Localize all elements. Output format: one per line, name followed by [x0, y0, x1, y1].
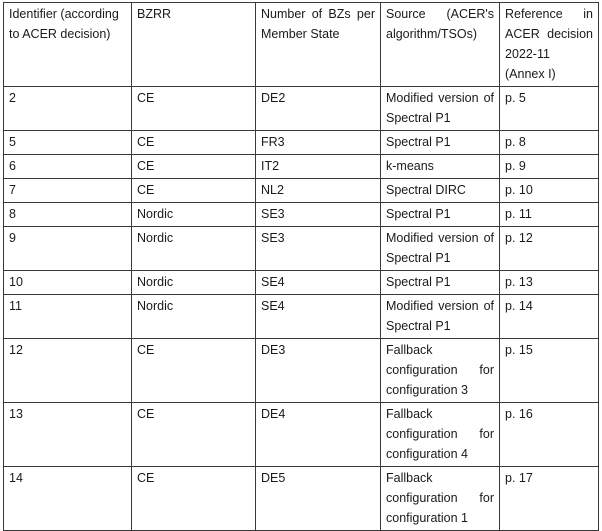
cell-reference: p. 15 — [500, 339, 599, 403]
table-row — [4, 271, 599, 295]
cell-bz-count: DE3 — [256, 339, 381, 403]
cell-bz-count: SE3 — [256, 203, 381, 227]
cell-reference: p. 17 — [500, 467, 599, 531]
cell-source: Modified version of Spectral P1 — [381, 227, 500, 271]
cell-identifier: 7 — [4, 179, 132, 203]
cell-reference: p. 5 — [500, 87, 599, 131]
cell-bzrr: CE — [132, 131, 256, 155]
cell-bzrr: Nordic — [132, 203, 256, 227]
cell-reference: p. 10 — [500, 179, 599, 203]
cell-identifier: 12 — [4, 339, 132, 403]
cell-bz-count: DE2 — [256, 87, 381, 131]
cell-source: Fallback configuration for configuration 4 — [381, 403, 500, 467]
cell-bz-count: SE4 — [256, 295, 381, 339]
cell-reference: p. 11 — [500, 203, 599, 227]
cell-source: k-means — [381, 155, 500, 179]
cell-source: Spectral P1 — [381, 271, 500, 295]
cell-source: Modified version of Spectral P1 — [381, 295, 500, 339]
cell-source: Spectral P1 — [381, 131, 500, 155]
cell-identifier: 11 — [4, 295, 132, 339]
cell-source: Spectral P1 — [381, 203, 500, 227]
header-source: Source (ACER's algorithm/TSOs) — [381, 3, 500, 87]
cell-bzrr: CE — [132, 339, 256, 403]
cell-reference: p. 14 — [500, 295, 599, 339]
cell-reference: p. 8 — [500, 131, 599, 155]
table-row — [4, 179, 599, 203]
header-number-of-bzs: Number of BZs per Member State — [256, 3, 381, 87]
cell-source: Modified version of Spectral P1 — [381, 87, 500, 131]
cell-source: Spectral DIRC — [381, 179, 500, 203]
table-row — [4, 203, 599, 227]
cell-reference: p. 12 — [500, 227, 599, 271]
cell-bz-count: SE4 — [256, 271, 381, 295]
cell-bzrr: CE — [132, 467, 256, 531]
cell-identifier: 9 — [4, 227, 132, 271]
cell-source: Fallback configuration for configuration 1 — [381, 467, 500, 531]
header-bzrr: BZRR — [132, 3, 256, 87]
cell-bzrr: CE — [132, 403, 256, 467]
header-row — [4, 3, 599, 87]
cell-bzrr: CE — [132, 87, 256, 131]
cell-identifier: 10 — [4, 271, 132, 295]
cell-bzrr: CE — [132, 179, 256, 203]
cell-bz-count: IT2 — [256, 155, 381, 179]
cell-identifier: 6 — [4, 155, 132, 179]
bz-configurations-table — [3, 2, 599, 531]
cell-reference: p. 13 — [500, 271, 599, 295]
header-reference: Reference in ACER decision 2022-11 (Annex I) — [500, 3, 599, 87]
table-row — [4, 403, 599, 467]
table-row — [4, 295, 599, 339]
cell-identifier: 8 — [4, 203, 132, 227]
table-row — [4, 467, 599, 531]
table-row — [4, 131, 599, 155]
cell-bzrr: Nordic — [132, 227, 256, 271]
table-row — [4, 339, 599, 403]
cell-bz-count: SE3 — [256, 227, 381, 271]
cell-bz-count: NL2 — [256, 179, 381, 203]
cell-bz-count: FR3 — [256, 131, 381, 155]
table-row — [4, 155, 599, 179]
cell-bz-count: DE4 — [256, 403, 381, 467]
cell-identifier: 13 — [4, 403, 132, 467]
header-identifier: Identifier (according to ACER decision) — [4, 3, 132, 87]
cell-bzrr: CE — [132, 155, 256, 179]
table-row — [4, 227, 599, 271]
cell-source: Fallback configuration for configuration 3 — [381, 339, 500, 403]
table-row — [4, 87, 599, 131]
cell-bzrr: Nordic — [132, 271, 256, 295]
cell-identifier: 2 — [4, 87, 132, 131]
cell-bz-count: DE5 — [256, 467, 381, 531]
cell-reference: p. 16 — [500, 403, 599, 467]
cell-identifier: 5 — [4, 131, 132, 155]
cell-bzrr: Nordic — [132, 295, 256, 339]
cell-reference: p. 9 — [500, 155, 599, 179]
cell-identifier: 14 — [4, 467, 132, 531]
